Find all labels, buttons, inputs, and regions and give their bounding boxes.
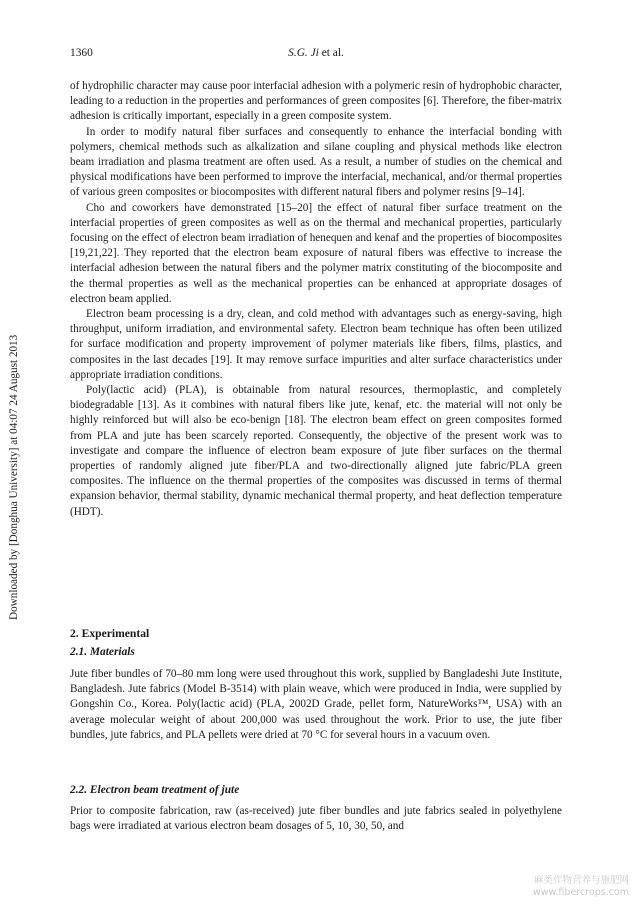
running-head-authors: S.G. Ji [288, 47, 319, 59]
watermark-line-2: www.fibercrops.com [532, 887, 629, 898]
running-head-etal: et al. [318, 47, 344, 59]
intro-paragraph-2: In order to modify natural fiber surfaces and consequently to enhance the interfacial bonding with polymers, chemical methods such as alkalization and silane coupling and physical methods like electron beam irradiation and plasma treatment are often used. As a result, a number of studies on the chemical and physical modifications have been performed to improve the interfacial, mechanical, and/or thermal properties of various green composites or biocomposites with different natural fibers and polymer resins [9–14]. [70, 125, 562, 199]
running-head [70, 47, 562, 59]
intro-paragraph-1: of hydrophilic character may cause poor interfacial adhesion with a polymeric resin of hydrophobic character, leading to a reduction in the properties and performances of green composites [6]. Therefore, the fiber-matrix adhesion is critically important, especially in a green composite system. [70, 80, 562, 123]
section-heading-experimental: 2. Experimental [70, 627, 150, 640]
page-number: 1360 [70, 47, 93, 59]
electron-beam-paragraph: Prior to composite fabrication, raw (as-received) jute fiber bundles and jute fabrics sealed in polyethylene bags were irradiated at various electron beam dosages of 5, 10, 30, 50, and [70, 805, 562, 833]
subsection-heading-materials: 2.1. Materials [70, 646, 135, 658]
subsection-heading-electron-beam: 2.2. Electron beam treatment of jute [70, 784, 240, 796]
site-watermark [533, 875, 629, 899]
intro-paragraph-5: Poly(lactic acid) (PLA), is obtainable from natural resources, thermoplastic, and completely biodegradable [13]. As it combines with natural fibers like jute, kenaf, etc. the material will not only be highly reinforced but will also be eco-benign [18]. The electron beam effect on green composites formed from PLA and jute has been scarcely reported. Consequently, the objective of the present work was to investigate and compare the influence of electron beam exposure of jute fiber surfaces on the thermal properties of randomly aligned jute fiber/PLA and two-directionally aligned jute fabric/PLA green composites. The influence on the thermal properties of the composites was discussed in terms of thermal expansion behavior, thermal stability, dynamic mechanical thermal property, and heat deflection temperature (HDT). [70, 384, 562, 518]
intro-paragraph-4: Electron beam processing is a dry, clean, and cold method with advantages such as energy-saving, high throughput, uniform irradiation, and environmental safety. Electron beam technique has often been utilized for surface modification and property improvement of polymer materials like fibers, films, plastics, and composites in the last decades [19]. It may remove surface impurities and alter surface characteristics under appropriate irradiation conditions. [70, 308, 562, 381]
download-note: Downloaded by [Donghua University] at 04:07 24 August 2013 [8, 334, 20, 620]
materials-paragraph: Jute fiber bundles of 70–80 mm long were used throughout this work, supplied by Bangladeshi Jute Institute, Bangladesh. Jute fabrics (Model B-3514) with plain weave, which were produced in India, were supplied by Gongshin Co., Korea. Poly(lactic acid) (PLA, 2002D Grade, pellet form, NatureWorks™, USA) with an average molecular weight of about 200,000 was used throughout the work. Prior to use, the jute fiber bundles, jute fabrics, and PLA pellets were dried at 70 °C for several hours in a vacuum oven. [70, 668, 562, 741]
introduction-text [70, 79, 562, 520]
intro-paragraph-3: Cho and coworkers have demonstrated [15–20] the effect of natural fiber surface treatment on the interfacial properties of green composites as well as on the thermal and mechanical properties, particularly focusing on the effect of electron beam irradiation of henequen and kenaf and the properties of biocomposites [19,21,22]. They reported that the electron beam exposure of natural fibers was effective to increase the interfacial adhesion between the natural fibers and the polymer matrix constituting of the biocomposite and the thermal properties as well as the mechanical properties can be enhanced at appropriate dosages of electron beam applied. [70, 201, 562, 305]
page-header [70, 47, 562, 65]
watermark-line-1: 麻类作物营养与施肥网 [533, 875, 629, 886]
